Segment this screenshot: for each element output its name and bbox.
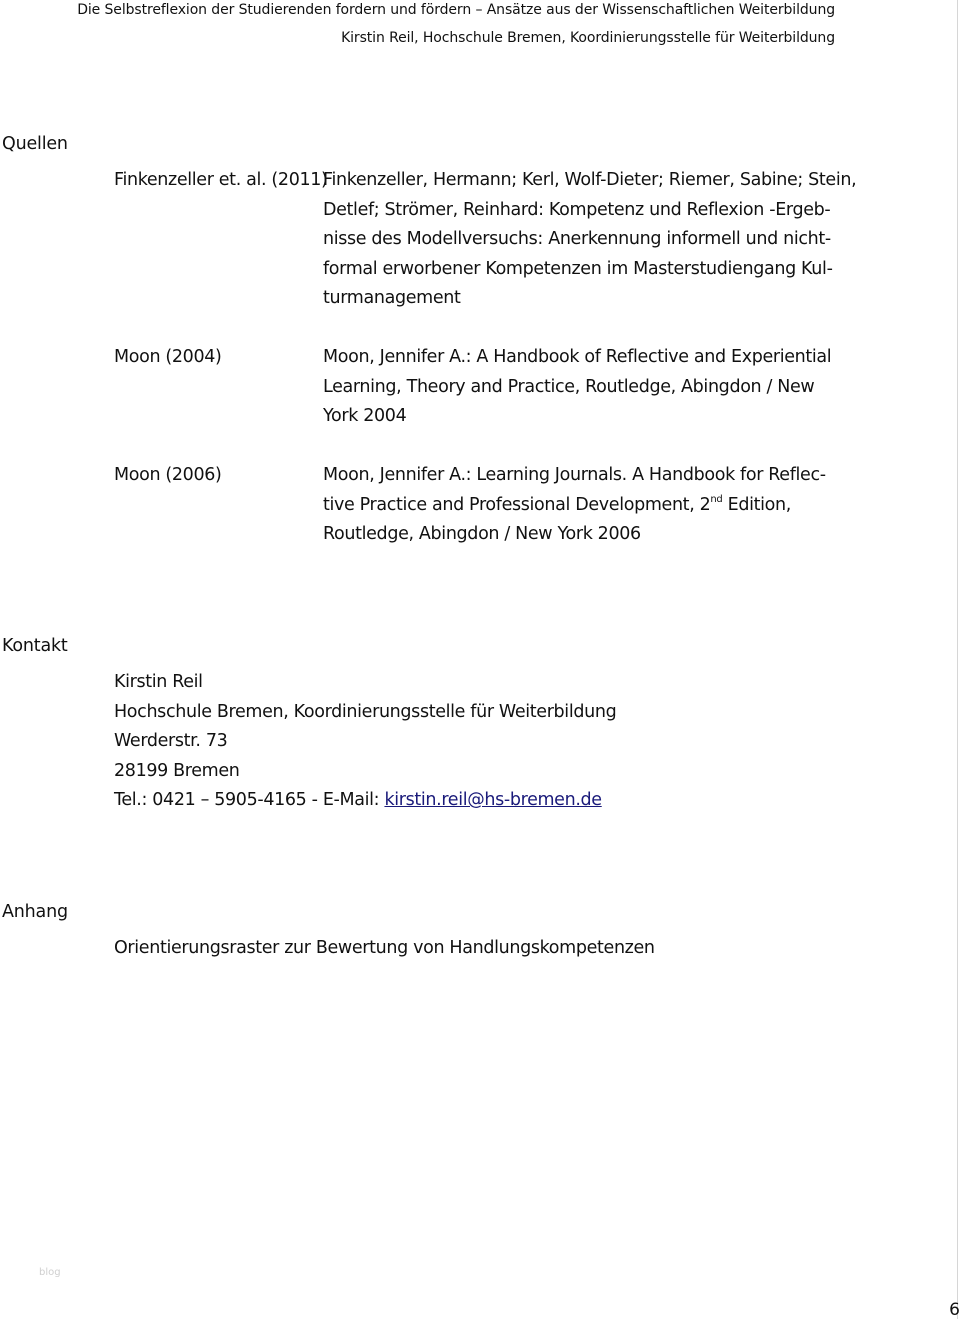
reference-line (323, 491, 826, 521)
page-number: 6 (949, 1300, 960, 1320)
contact-name: Kirstin Reil (114, 672, 203, 692)
section-title-kontakt: Kontakt (2, 636, 68, 656)
contact-phone: Tel.: 0421 – 5905-4165 - E-Mail: (114, 790, 385, 811)
reference-text-finkenzeller (323, 166, 856, 314)
contact-organization: Hochschule Bremen, Koordinierungsstelle für Weiterbildung (114, 701, 617, 722)
reference-line: Moon, Jennifer A.: Learning Journals. A Handbook for Reflec- (323, 465, 826, 485)
contact-city: 28199 Bremen (114, 760, 240, 781)
reference-segment: Edition, (722, 494, 791, 515)
superscript-ordinal: nd (710, 493, 723, 505)
reference-line: Finkenzeller, Hermann; Kerl, Wolf-Dieter; Riemer, Sabine; Stein, (323, 170, 857, 190)
reference-key-moon-2006: Moon (2006) (114, 465, 222, 485)
reference-line: York 2004 (323, 406, 407, 427)
reference-line: Learning, Theory and Practice, Routledge, Abingdon / New (323, 376, 815, 397)
section-title-anhang: Anhang (2, 902, 68, 922)
reference-line: turmanagement (323, 288, 461, 309)
running-header-author: Kirstin Reil, Hochschule Bremen, Koordinierungsstelle für Weiterbildung (341, 30, 835, 46)
reference-line: Routledge, Abingdon / New York 2006 (323, 524, 641, 545)
running-header-title: Die Selbstreflexion der Studierenden fordern und fördern – Ansätze aus der Wissenschaftlichen Weiterbildung (77, 2, 835, 18)
contact-block (114, 668, 616, 816)
reference-text-moon-2004 (323, 343, 831, 432)
reference-line: formal erworbener Kompetenzen im Masterstudiengang Kul- (323, 258, 833, 279)
watermark-text: blog (39, 1267, 61, 1278)
reference-segment: tive Practice and Professional Development, 2 (323, 494, 711, 515)
reference-line: nisse des Modellversuchs: Anerkennung informell und nicht- (323, 229, 831, 250)
reference-text-moon-2006 (323, 461, 826, 550)
reference-line: Moon, Jennifer A.: A Handbook of Reflective and Experiential (323, 347, 832, 367)
contact-phone-email (114, 786, 616, 816)
appendix-item: Orientierungsraster zur Bewertung von Handlungskompetenzen (114, 938, 655, 958)
reference-line: Detlef; Strömer, Reinhard: Kompetenz und Reflexion -Ergeb- (323, 199, 831, 220)
email-link[interactable]: kirstin.reil@hs-bremen.de (384, 790, 602, 811)
contact-street: Werderstr. 73 (114, 731, 228, 752)
section-title-quellen: Quellen (2, 134, 68, 154)
reference-key-finkenzeller: Finkenzeller et. al. (2011) (114, 170, 328, 190)
reference-key-moon-2004: Moon (2004) (114, 347, 222, 367)
